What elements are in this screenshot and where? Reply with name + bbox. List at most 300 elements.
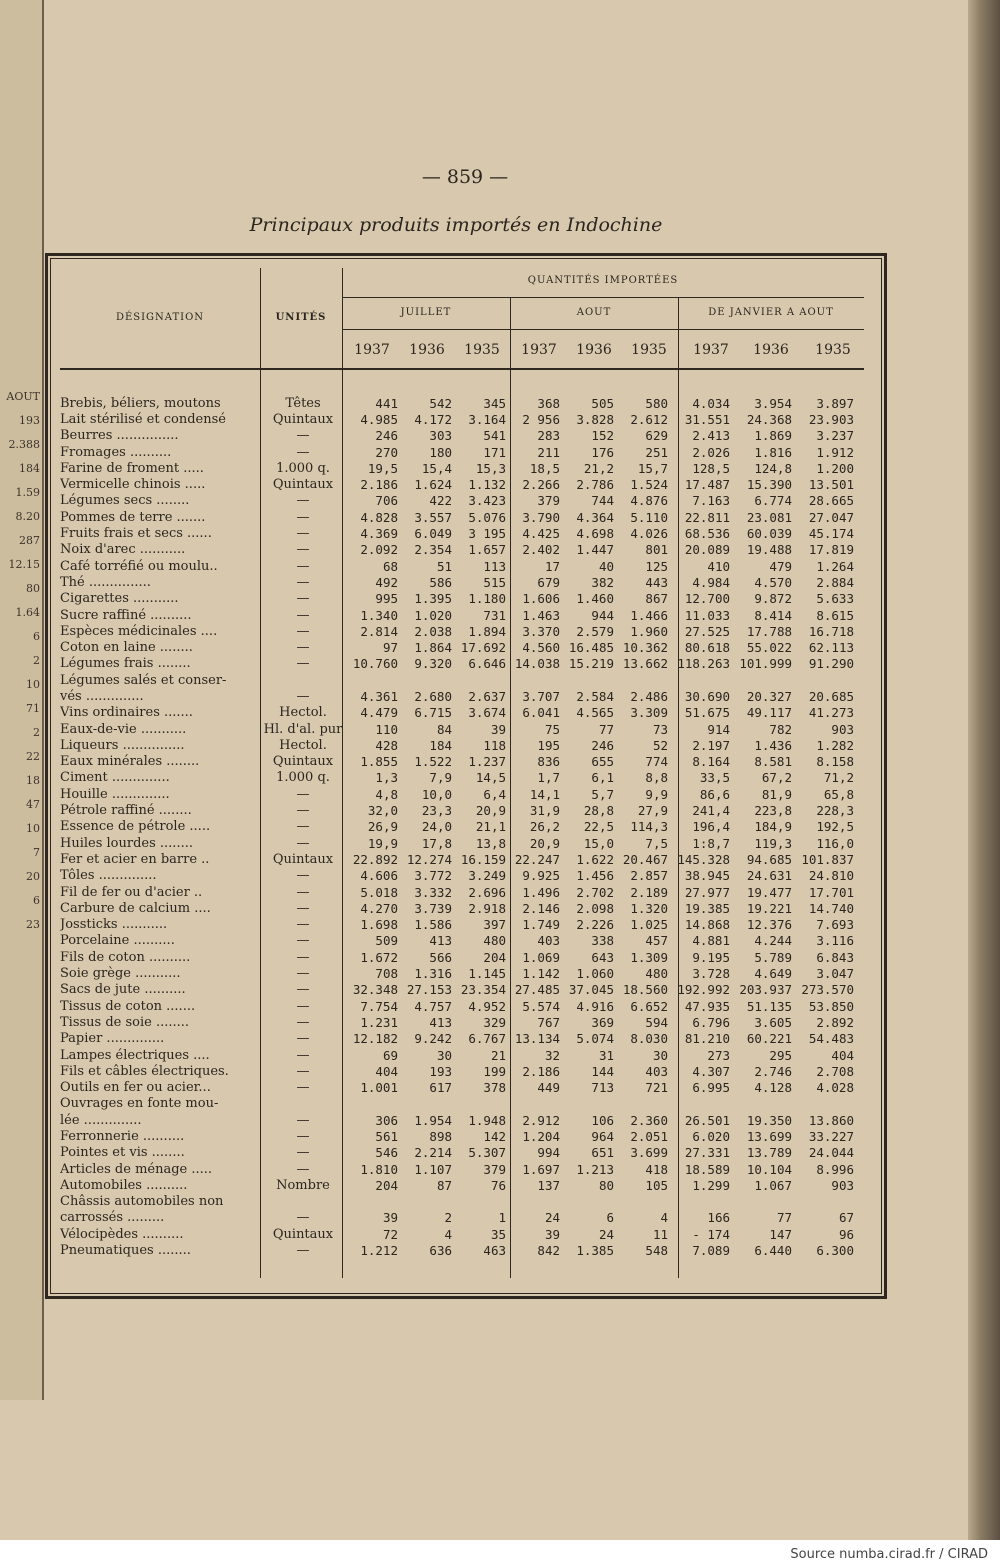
value-cell: 27.153 <box>406 982 452 998</box>
fragment-number: 1.59 <box>15 486 40 499</box>
unit-cell: Hl. d'al. pur <box>263 721 343 737</box>
value-cell: 3.332 <box>414 884 452 900</box>
value-cell: 35 <box>490 1226 506 1242</box>
table-row <box>60 1047 854 1063</box>
value-cell: 2.092 <box>360 542 398 558</box>
value-cell: 2.702 <box>576 884 614 900</box>
value-cell: 69 <box>382 1047 398 1063</box>
unit-cell: — <box>296 656 310 672</box>
value-cell: 1.436 <box>754 737 792 753</box>
value-cell: 586 <box>429 574 452 590</box>
value-cell: 20,9 <box>475 803 506 819</box>
value-cell: 1.107 <box>414 1161 452 1177</box>
value-cell: 192,5 <box>816 819 854 835</box>
fragment-number: AOUT <box>6 390 40 403</box>
value-cell <box>398 1096 452 1112</box>
fragment-number: 6 <box>33 894 40 907</box>
value-cell: 4.364 <box>576 509 614 525</box>
value-cell: 1.749 <box>522 917 560 933</box>
value-cell: 204 <box>483 949 506 965</box>
table-row <box>60 460 854 476</box>
value-cell: 51.675 <box>684 705 730 721</box>
value-cell: 1.320 <box>630 900 668 916</box>
table-row <box>60 851 854 867</box>
value-cell: 8.030 <box>630 1031 668 1047</box>
value-cell: 3.790 <box>522 509 560 525</box>
value-cell: 1.237 <box>468 754 506 770</box>
value-cell: 20.685 <box>808 688 854 704</box>
value-cell: 6 <box>606 1210 614 1226</box>
designation-cell: Thé ............... <box>60 574 151 590</box>
value-cell: 14,5 <box>475 770 506 786</box>
unit-cell: — <box>296 1210 310 1226</box>
value-cell: 9,9 <box>645 786 668 802</box>
value-cell: 1.816 <box>754 444 792 460</box>
value-cell: 4.649 <box>754 966 792 982</box>
value-cell: 51 <box>436 558 452 574</box>
value-cell: 45.174 <box>808 526 854 542</box>
page-number: — 859 — <box>421 166 509 188</box>
unit-cell: Hectol. <box>279 705 327 721</box>
value-cell: 15,7 <box>637 460 668 476</box>
value-cell: 32 <box>544 1047 560 1063</box>
value-cell: 2.197 <box>692 737 730 753</box>
value-cell: 403 <box>645 1063 668 1079</box>
value-cell: 2.892 <box>816 1014 854 1030</box>
designation-cell: Articles de ménage ..... <box>60 1161 213 1177</box>
value-cell: 81.210 <box>684 1031 730 1047</box>
unit-cell <box>262 1194 344 1210</box>
value-cell: 1.142 <box>522 966 560 982</box>
value-cell: 3.237 <box>816 428 854 444</box>
value-cell: 1.145 <box>468 966 506 982</box>
value-cell <box>344 672 398 688</box>
value-cell: 898 <box>429 1129 452 1144</box>
value-cell: 4 <box>444 1226 452 1242</box>
value-cell <box>560 672 614 688</box>
value-cell: 463 <box>483 1243 506 1259</box>
value-cell: 192.992 <box>677 982 730 998</box>
value-cell: 39 <box>490 721 506 737</box>
value-cell: 492 <box>375 574 398 590</box>
value-cell: 6.049 <box>414 526 452 542</box>
value-cell: 2.266 <box>522 477 560 493</box>
unit-cell: — <box>296 1161 310 1177</box>
value-cell: 4.876 <box>630 493 668 509</box>
table-row <box>60 965 854 981</box>
unit-cell: — <box>296 1014 310 1030</box>
value-cell: 1.496 <box>522 884 560 900</box>
table-row <box>60 656 854 672</box>
unit-cell: — <box>296 803 310 819</box>
designation-cell: Pointes et vis ........ <box>60 1145 185 1161</box>
value-cell: 6.796 <box>692 1014 730 1030</box>
value-cell: 7.089 <box>692 1243 730 1259</box>
value-cell: 345 <box>483 395 506 411</box>
unit-cell: — <box>296 982 310 998</box>
value-cell: 548 <box>645 1243 668 1259</box>
unit-cell: — <box>296 966 310 982</box>
value-cell: 101.837 <box>801 851 854 867</box>
value-cell: 4.698 <box>576 526 614 542</box>
value-cell <box>506 1194 560 1210</box>
designation-cell: Outils en fer ou acier... <box>60 1080 211 1096</box>
value-cell: 39 <box>382 1210 398 1226</box>
value-cell <box>668 1096 730 1112</box>
table-row <box>60 721 854 737</box>
value-cell: 295 <box>769 1047 792 1063</box>
value-cell: 10.362 <box>622 640 668 656</box>
value-cell: 30.690 <box>684 688 730 704</box>
value-cell: 782 <box>769 721 792 737</box>
designation-cell: Eaux-de-vie ........... <box>60 721 187 737</box>
value-cell <box>452 672 506 688</box>
value-cell: 75 <box>544 721 560 737</box>
value-cell: 8.164 <box>692 754 730 770</box>
designation-cell: Lampes électriques .... <box>60 1047 210 1063</box>
value-cell: 9.242 <box>414 1031 452 1047</box>
value-cell: 1.606 <box>522 591 560 607</box>
value-cell: 410 <box>707 558 730 574</box>
value-cell: 4.828 <box>360 509 398 525</box>
year-header: 1937 <box>354 342 390 358</box>
value-cell: 80.618 <box>684 640 730 656</box>
fragment-number: 71 <box>26 702 40 715</box>
value-cell: 20.467 <box>622 851 668 867</box>
value-cell: 3.772 <box>414 868 452 884</box>
value-cell: 26,9 <box>367 819 398 835</box>
value-cell: 3.116 <box>816 933 854 949</box>
value-cell: 303 <box>429 428 452 444</box>
fragment-number: 12.15 <box>8 558 40 571</box>
fragment-number: 10 <box>26 678 40 691</box>
designation-cell: Pommes de terre ....... <box>60 509 206 525</box>
value-cell: 7,5 <box>645 835 668 851</box>
table-row <box>60 949 854 965</box>
value-cell: 76 <box>490 1177 506 1193</box>
value-cell: 2.038 <box>414 623 452 639</box>
value-cell: 1.020 <box>414 607 452 623</box>
value-cell: 306 <box>375 1112 398 1128</box>
value-cell: 22.247 <box>514 851 560 867</box>
value-cell: 914 <box>707 721 730 737</box>
value-cell: 114,3 <box>630 819 668 835</box>
value-cell: 22.892 <box>352 851 398 867</box>
value-cell: 2.354 <box>414 542 452 558</box>
value-cell: 2.098 <box>576 900 614 916</box>
value-cell: 2.912 <box>522 1112 560 1128</box>
value-cell: 24,0 <box>421 819 452 835</box>
value-cell: 4.479 <box>360 705 398 721</box>
value-cell: 1.460 <box>576 591 614 607</box>
value-cell: 199 <box>483 1063 506 1079</box>
value-cell: 14.740 <box>808 900 854 916</box>
value-cell: 13.662 <box>622 656 668 672</box>
unit-cell: — <box>296 640 310 656</box>
table-row <box>60 900 854 916</box>
unit-cell: 1.000 q. <box>276 770 330 786</box>
value-cell: 10.104 <box>746 1161 792 1177</box>
value-cell: 13.789 <box>746 1145 792 1161</box>
unit-cell: — <box>296 884 310 900</box>
header-rule <box>342 329 864 330</box>
value-cell: 6.995 <box>692 1080 730 1096</box>
value-cell: 17,8 <box>421 835 452 851</box>
unit-cell: — <box>296 1031 310 1047</box>
value-cell: 1.810 <box>360 1161 398 1177</box>
value-cell: 836 <box>537 754 560 770</box>
value-cell: 24.810 <box>808 868 854 884</box>
value-cell: 1.672 <box>360 949 398 965</box>
value-cell: 91.290 <box>808 656 854 672</box>
value-cell: 16.718 <box>808 623 854 639</box>
designation-cell: Café torréfié ou moulu.. <box>60 558 218 574</box>
value-cell: 9.872 <box>754 591 792 607</box>
value-cell: 403 <box>537 933 560 949</box>
value-cell: 3.739 <box>414 900 452 916</box>
fragment-number: 193 <box>19 414 40 427</box>
value-cell: 3.557 <box>414 509 452 525</box>
value-cell: 7.754 <box>360 998 398 1014</box>
designation-cell: Pneumatiques ........ <box>60 1243 191 1259</box>
value-cell: 378 <box>483 1080 506 1096</box>
value-cell: 110 <box>375 721 398 737</box>
value-cell: 3.164 <box>468 411 506 427</box>
value-cell: 7.693 <box>816 917 854 933</box>
value-cell: 3.707 <box>522 688 560 704</box>
value-cell: 15.390 <box>746 477 792 493</box>
value-cell <box>792 1194 854 1210</box>
value-cell: 2.708 <box>816 1063 854 1079</box>
table-row <box>60 1161 854 1177</box>
value-cell: 73 <box>652 721 668 737</box>
value-cell: 105 <box>645 1177 668 1193</box>
table-row <box>60 688 854 704</box>
value-cell <box>614 1194 668 1210</box>
value-cell: 6.652 <box>630 998 668 1014</box>
value-cell: 1.948 <box>468 1112 506 1128</box>
value-cell: 17.819 <box>808 542 854 558</box>
value-cell: 2.186 <box>522 1063 560 1079</box>
table-row <box>60 1014 854 1030</box>
source-credit: Source numba.cirad.fr / CIRAD <box>790 1547 988 1562</box>
table-row <box>60 1194 854 1210</box>
designation-cell: Carbure de calcium .... <box>60 900 211 916</box>
value-cell: 4.984 <box>692 574 730 590</box>
value-cell: 1.212 <box>360 1243 398 1259</box>
designation-cell: Vermicelle chinois ..... <box>60 477 206 493</box>
value-cell: 68 <box>382 558 398 574</box>
value-cell: 801 <box>645 542 668 558</box>
value-cell: 60.221 <box>746 1031 792 1047</box>
value-cell: 24 <box>544 1210 560 1226</box>
value-cell: 744 <box>591 493 614 509</box>
value-cell: 441 <box>375 395 398 411</box>
value-cell: 184,9 <box>754 819 792 835</box>
value-cell: 480 <box>645 966 668 982</box>
value-cell: 19.488 <box>746 542 792 558</box>
value-cell: 17.701 <box>808 884 854 900</box>
table-row <box>60 1079 854 1095</box>
value-cell: 706 <box>375 493 398 509</box>
value-cell: 369 <box>591 1014 614 1030</box>
value-cell: 20.327 <box>746 688 792 704</box>
value-cell <box>506 1096 560 1112</box>
value-cell <box>398 1194 452 1210</box>
designation-cell: Noix d'arec ........... <box>60 542 186 558</box>
header-unites: UNITÉS <box>275 312 327 323</box>
value-cell: 32,0 <box>367 803 398 819</box>
value-cell: 4.128 <box>754 1080 792 1096</box>
value-cell: 6.041 <box>522 705 560 721</box>
value-cell: 15,3 <box>475 460 506 476</box>
value-cell: 1:8,7 <box>692 835 730 851</box>
value-cell: 2.579 <box>576 623 614 639</box>
value-cell: 55.022 <box>746 640 792 656</box>
value-cell: 27.977 <box>684 884 730 900</box>
table-row <box>60 998 854 1014</box>
value-cell: 679 <box>537 574 560 590</box>
table-row <box>60 525 854 541</box>
value-cell: 23.081 <box>746 509 792 525</box>
table-row <box>60 705 854 721</box>
table-row <box>60 884 854 900</box>
value-cell: 21 <box>490 1047 506 1063</box>
unit-cell: — <box>296 526 310 542</box>
value-cell: 23,3 <box>421 803 452 819</box>
value-cell: 3.828 <box>576 411 614 427</box>
value-cell: 2.696 <box>468 884 506 900</box>
unit-cell: — <box>296 933 310 949</box>
adjacent-page-fragment <box>0 385 40 937</box>
value-cell: 3.954 <box>754 395 792 411</box>
value-cell: 1.264 <box>816 558 854 574</box>
value-cell: 1.282 <box>816 737 854 753</box>
value-cell: 2.786 <box>576 477 614 493</box>
value-cell: 903 <box>831 721 854 737</box>
value-cell: 2.814 <box>360 623 398 639</box>
value-cell: 13.860 <box>808 1112 854 1128</box>
fragment-number: 2 <box>33 726 40 739</box>
fragment-number: 8.20 <box>15 510 40 523</box>
value-cell: 31,9 <box>529 803 560 819</box>
unit-cell: — <box>296 1063 310 1079</box>
value-cell: 251 <box>645 444 668 460</box>
value-cell: 2.918 <box>468 900 506 916</box>
value-cell: 1.213 <box>576 1161 614 1177</box>
value-cell: 4.307 <box>692 1063 730 1079</box>
value-cell: 9.320 <box>414 656 452 672</box>
value-cell: 246 <box>591 737 614 753</box>
designation-cell: Beurres ............... <box>60 428 179 444</box>
value-cell: 1.385 <box>576 1243 614 1259</box>
value-cell: 6.300 <box>816 1243 854 1259</box>
value-cell: 4.560 <box>522 640 560 656</box>
value-cell: 6,4 <box>483 786 506 802</box>
value-cell: 2.584 <box>576 688 614 704</box>
table-row <box>60 770 854 786</box>
value-cell: 903 <box>831 1177 854 1193</box>
value-cell: 125 <box>645 558 668 574</box>
value-cell: 62.113 <box>808 640 854 656</box>
value-cell: 184 <box>429 737 452 753</box>
year-header: 1936 <box>753 342 789 358</box>
value-cell: 2.486 <box>630 688 668 704</box>
value-cell: - 174 <box>692 1226 730 1242</box>
value-cell: 60.039 <box>746 526 792 542</box>
unit-cell: — <box>296 688 310 704</box>
value-cell: 2.026 <box>692 444 730 460</box>
table-row <box>60 819 854 835</box>
value-cell: 1.231 <box>360 1014 398 1030</box>
value-cell: 413 <box>429 933 452 949</box>
value-cell: 113 <box>483 558 506 574</box>
value-cell: 944 <box>591 607 614 623</box>
value-cell: 15,0 <box>583 835 614 851</box>
unit-cell: — <box>296 607 310 623</box>
value-cell: 1.069 <box>522 949 560 965</box>
value-cell: 101.999 <box>739 656 792 672</box>
value-cell <box>730 1194 792 1210</box>
value-cell: 1.466 <box>630 607 668 623</box>
designation-cell: Liqueurs ............... <box>60 737 185 753</box>
value-cell: 2 956 <box>522 411 560 427</box>
value-cell <box>398 672 452 688</box>
table-row <box>60 607 854 623</box>
unit-cell: Quintaux <box>272 411 334 427</box>
table-row <box>60 558 854 574</box>
designation-cell: Pétrole raffiné ........ <box>60 803 192 819</box>
table-row <box>60 1145 854 1161</box>
value-cell: 23.354 <box>460 982 506 998</box>
value-cell: 3.605 <box>754 1014 792 1030</box>
header-quantites: QUANTITÉS IMPORTÉES <box>527 275 679 286</box>
value-cell: 16.485 <box>568 640 614 656</box>
value-cell: 3.370 <box>522 623 560 639</box>
value-cell: 580 <box>645 395 668 411</box>
value-cell: 176 <box>591 444 614 460</box>
value-cell: 193 <box>429 1063 452 1079</box>
designation-cell: lée .............. <box>60 1112 142 1128</box>
value-cell: 3.897 <box>816 395 854 411</box>
value-cell: 4.270 <box>360 900 398 916</box>
value-cell <box>792 1096 854 1112</box>
table-row <box>60 509 854 525</box>
unit-cell: — <box>296 444 310 460</box>
value-cell: 1,3 <box>375 770 398 786</box>
table-row <box>60 1128 854 1144</box>
value-cell <box>344 1096 398 1112</box>
value-cell: 31.551 <box>684 411 730 427</box>
value-cell: 418 <box>645 1161 668 1177</box>
designation-cell: Fruits frais et secs ...... <box>60 526 212 542</box>
value-cell: 404 <box>375 1063 398 1079</box>
value-cell: 2.214 <box>414 1145 452 1161</box>
designation-cell: Automobiles .......... <box>60 1177 188 1193</box>
value-cell: 509 <box>375 933 398 949</box>
value-cell: 6.646 <box>468 656 506 672</box>
value-cell: 4 <box>660 1210 668 1226</box>
table-row <box>60 802 854 818</box>
table-row <box>60 672 854 688</box>
value-cell: 8,8 <box>645 770 668 786</box>
value-cell: 38.945 <box>684 868 730 884</box>
value-cell: 8.581 <box>754 754 792 770</box>
value-cell: 6.440 <box>754 1243 792 1259</box>
value-cell: 413 <box>429 1014 452 1030</box>
table-row <box>60 395 854 411</box>
value-cell: 5.018 <box>360 884 398 900</box>
